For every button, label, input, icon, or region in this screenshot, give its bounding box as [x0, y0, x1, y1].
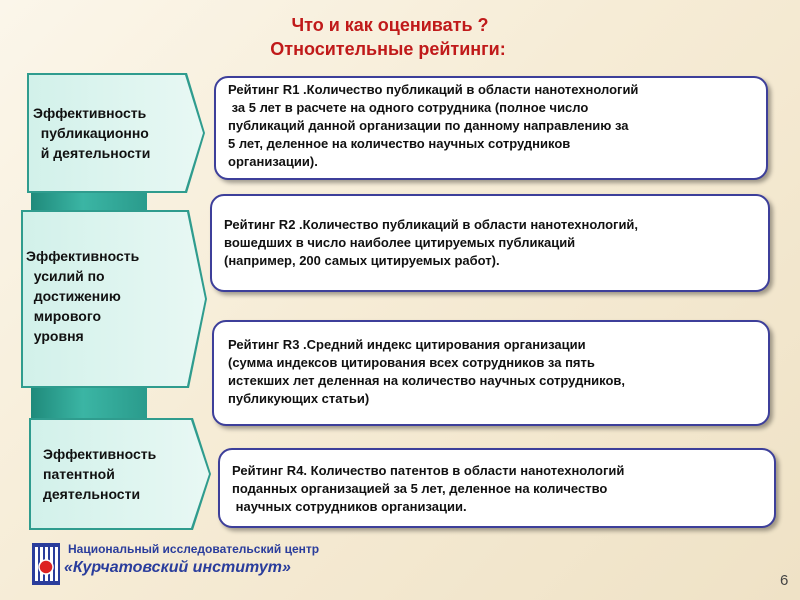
category-line: публикационно	[33, 125, 149, 141]
rating-line: Рейтинг R4. Количество патентов в области нанотехнологий	[232, 463, 625, 478]
rating-line: Рейтинг R3 .Средний индекс цитирования организации	[228, 337, 586, 352]
category-chevron-world-level	[21, 210, 207, 388]
rating-box-r2	[210, 194, 770, 292]
slide-title-line2: Относительные рейтинги:	[270, 39, 506, 59]
category-line: Эффективность	[43, 446, 157, 462]
rating-line: (сумма индексов цитирования всех сотрудников за пять	[228, 355, 595, 370]
rating-line: (например, 200 самых цитируемых работ).	[224, 253, 500, 268]
category-line: деятельности	[43, 486, 141, 502]
rating-line: вошедших в число наиболее цитируемых публикаций	[224, 235, 576, 250]
kurchatov-logo-icon	[32, 543, 60, 585]
rating-line: научных сотрудников организации.	[232, 499, 467, 514]
rating-line: 5 лет, деленное на количество научных сотрудников	[228, 136, 571, 151]
category-line: патентной	[43, 466, 115, 482]
category-line: достижению	[26, 288, 121, 304]
rating-line: Рейтинг R1 .Количество публикаций в области нанотехнологий	[228, 82, 639, 97]
rating-box-r1	[214, 76, 768, 180]
rating-box-r3	[212, 320, 770, 426]
category-line: й деятельности	[33, 145, 151, 161]
slide-title-line1: Что и как оценивать ?	[291, 15, 489, 35]
rating-box-r4	[218, 448, 776, 528]
category-chevron-publication	[27, 73, 205, 193]
rating-line: публикаций данной организации по данному направлению за	[228, 118, 629, 133]
rating-line: публикующих статьи)	[228, 391, 370, 406]
category-line: Эффективность	[33, 105, 147, 121]
rating-line: истекших лет деленная на количество научных сотрудников,	[228, 373, 626, 388]
category-line: Эффективность	[26, 248, 140, 264]
footer-organization-line1: Национальный исследовательский центр	[68, 542, 320, 556]
category-chevron-patent	[29, 418, 211, 530]
rating-line: поданных организацией за 5 лет, деленное на количество	[232, 481, 608, 496]
category-line: мирового	[26, 308, 102, 324]
rating-line: Рейтинг R2 .Количество публикаций в области нанотехнологий,	[224, 217, 639, 232]
pillar-segment	[31, 386, 147, 420]
category-line: уровня	[26, 328, 84, 344]
rating-line: за 5 лет в расчете на одного сотрудника (полное число	[228, 100, 589, 115]
rating-line: организации).	[228, 154, 318, 169]
category-line: усилий по	[26, 268, 105, 284]
page-number: 6	[780, 572, 789, 589]
footer-organization-line2: «Курчатовский институт»	[64, 559, 291, 576]
